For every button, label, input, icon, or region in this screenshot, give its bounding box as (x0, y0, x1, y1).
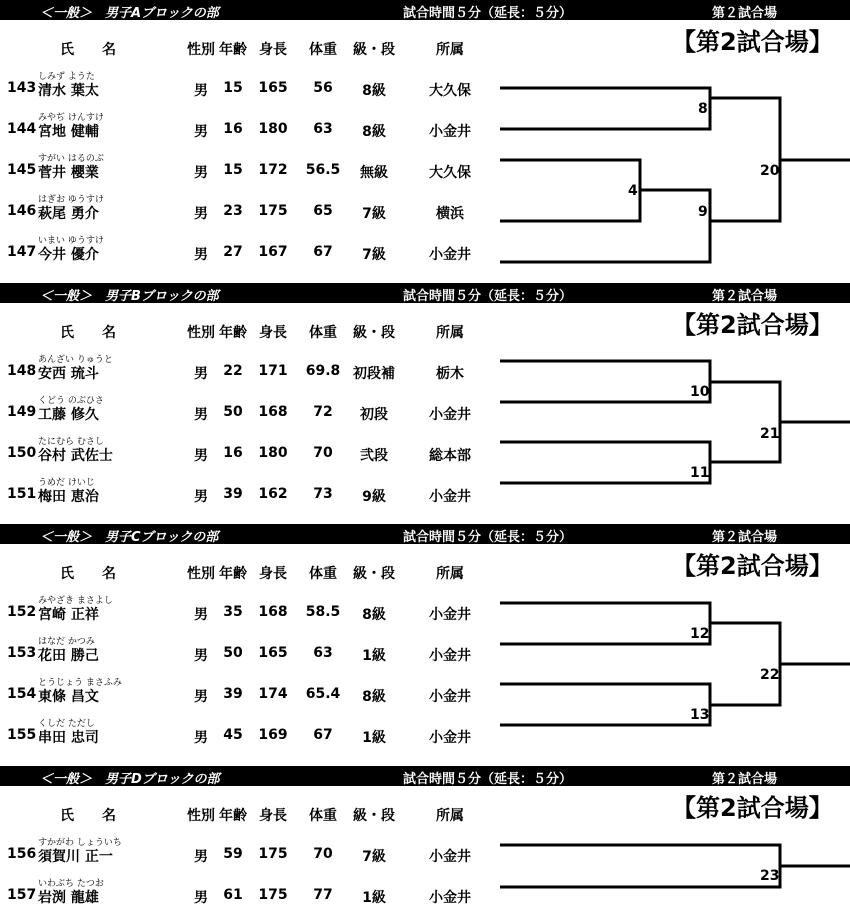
block-title: ＜一般＞ 男子Cブロックの部 (40, 530, 219, 545)
player-name: 菅井 櫻業 (38, 165, 99, 181)
player-affiliation: 小金井 (429, 849, 471, 865)
block-title: ＜一般＞ 男子Aブロックの部 (40, 6, 219, 21)
player-weight: 70 (313, 445, 333, 461)
player-weight: 56 (313, 80, 333, 96)
player-height: 172 (258, 162, 288, 178)
bracket-line (710, 98, 780, 221)
column-header-gender: 性別 (187, 325, 215, 341)
match-number: 21 (760, 426, 780, 442)
column-header-height: 身長 (259, 325, 287, 341)
player-rank: 8級 (362, 607, 386, 623)
player-age: 39 (223, 486, 243, 502)
player-no: 156 (7, 846, 37, 862)
court-label: 第２試合場 (712, 6, 778, 21)
player-affiliation: 栃木 (436, 366, 464, 382)
match-number: 20 (760, 163, 780, 179)
player-height: 174 (258, 686, 288, 702)
player-rank: 7級 (362, 206, 386, 222)
column-header-age: 年齢 (219, 808, 247, 824)
player-furigana: くどう のぶひさ (38, 396, 104, 406)
player-age: 39 (223, 686, 243, 702)
player-name: 工藤 修久 (38, 407, 99, 423)
court-badge: 【第2試合場】 (672, 552, 833, 580)
bracket-line (500, 88, 710, 129)
player-age: 16 (223, 121, 243, 137)
player-gender: 男 (194, 890, 208, 906)
player-name: 清水 葉太 (38, 83, 99, 99)
player-name: 梅田 恵治 (38, 489, 99, 505)
player-affiliation: 小金井 (429, 648, 471, 664)
court-label: 第２試合場 (712, 530, 778, 545)
player-height: 165 (258, 80, 288, 96)
player-affiliation: 小金井 (429, 407, 471, 423)
player-age: 59 (223, 846, 243, 862)
player-age: 61 (223, 887, 243, 903)
player-gender: 男 (194, 83, 208, 99)
player-weight: 67 (313, 727, 333, 743)
player-name: 東條 昌文 (38, 689, 99, 705)
match-time: 試合時間５分（延長：５分） (403, 6, 573, 21)
player-no: 152 (7, 604, 37, 620)
player-gender: 男 (194, 730, 208, 746)
player-name: 今井 優介 (38, 247, 99, 263)
column-header-weight: 体重 (309, 566, 337, 582)
player-rank: 1級 (362, 730, 386, 746)
player-weight: 67 (313, 244, 333, 260)
column-header-gender: 性別 (187, 566, 215, 582)
player-affiliation: 横浜 (436, 206, 464, 222)
match-number: 23 (760, 868, 780, 884)
column-header-rank: 級・段 (353, 808, 395, 824)
player-affiliation: 大久保 (429, 83, 471, 99)
player-rank: 初段 (360, 407, 388, 423)
player-gender: 男 (194, 849, 208, 865)
player-no: 155 (7, 727, 37, 743)
player-height: 180 (258, 445, 288, 461)
player-rank: 7級 (362, 247, 386, 263)
player-rank: 無級 (360, 165, 388, 181)
player-height: 175 (258, 203, 288, 219)
player-weight: 69.8 (305, 363, 341, 379)
match-number: 8 (698, 101, 708, 117)
player-rank: 7級 (362, 849, 386, 865)
column-header-weight: 体重 (309, 325, 337, 341)
player-no: 144 (7, 121, 37, 137)
player-rank: 1級 (362, 648, 386, 664)
column-header-affiliation: 所属 (436, 325, 464, 341)
player-height: 169 (258, 727, 288, 743)
player-height: 162 (258, 486, 288, 502)
court-label: 第２試合場 (712, 289, 778, 304)
player-height: 171 (258, 363, 288, 379)
bracket-line (500, 361, 710, 402)
player-age: 45 (223, 727, 243, 743)
player-affiliation: 小金井 (429, 689, 471, 705)
player-furigana: すがい はるのぶ (38, 154, 104, 164)
column-header-affiliation: 所属 (436, 566, 464, 582)
player-affiliation: 総本部 (429, 448, 471, 464)
player-gender: 男 (194, 206, 208, 222)
player-furigana: うめだ けいじ (38, 478, 95, 488)
match-time: 試合時間５分（延長：５分） (403, 289, 573, 304)
player-gender: 男 (194, 607, 208, 623)
column-header-gender: 性別 (187, 42, 215, 58)
bracket-line (710, 623, 780, 705)
player-affiliation: 大久保 (429, 165, 471, 181)
player-name: 岩渕 龍雄 (38, 890, 99, 906)
player-age: 23 (223, 203, 243, 219)
player-gender: 男 (194, 407, 208, 423)
player-rank: 初段補 (353, 366, 395, 382)
player-rank: 弐段 (360, 448, 388, 464)
player-affiliation: 小金井 (429, 607, 471, 623)
column-header-height: 身長 (259, 808, 287, 824)
column-header-weight: 体重 (309, 42, 337, 58)
column-header-rank: 級・段 (353, 325, 395, 341)
player-height: 167 (258, 244, 288, 260)
player-name: 宮地 健輔 (38, 124, 99, 140)
player-weight: 63 (313, 121, 333, 137)
player-gender: 男 (194, 648, 208, 664)
player-height: 165 (258, 645, 288, 661)
player-weight: 73 (313, 486, 333, 502)
player-weight: 70 (313, 846, 333, 862)
bracket-line (500, 603, 710, 644)
player-rank: 1級 (362, 890, 386, 906)
player-gender: 男 (194, 124, 208, 140)
bracket-line (500, 845, 780, 887)
column-header-age: 年齢 (219, 42, 247, 58)
player-weight: 58.5 (305, 604, 341, 620)
match-number: 11 (690, 465, 710, 481)
player-furigana: すかがわ しょういち (38, 838, 122, 848)
player-rank: 8級 (362, 689, 386, 705)
court-badge: 【第2試合場】 (672, 794, 833, 822)
player-age: 50 (223, 645, 243, 661)
player-name: 萩尾 勇介 (38, 206, 99, 222)
player-furigana: あんざい りゅうと (38, 355, 113, 365)
column-header-name: 氏 名 (60, 808, 116, 824)
player-height: 175 (258, 846, 288, 862)
match-number: 22 (760, 667, 780, 683)
match-time: 試合時間５分（延長：５分） (403, 772, 573, 787)
player-rank: 8級 (362, 124, 386, 140)
column-header-rank: 級・段 (353, 566, 395, 582)
block-title: ＜一般＞ 男子Bブロックの部 (40, 289, 219, 304)
player-no: 149 (7, 404, 37, 420)
player-age: 22 (223, 363, 243, 379)
player-affiliation: 小金井 (429, 124, 471, 140)
player-rank: 8級 (362, 83, 386, 99)
player-height: 168 (258, 404, 288, 420)
bracket-line (500, 160, 640, 221)
player-no: 150 (7, 445, 37, 461)
player-affiliation: 小金井 (429, 730, 471, 746)
match-number: 4 (628, 183, 638, 199)
bracket-line (500, 684, 710, 725)
player-name: 花田 勝己 (38, 648, 99, 664)
player-gender: 男 (194, 247, 208, 263)
player-furigana: いまい ゆうすけ (38, 236, 104, 246)
bracket-line (500, 442, 710, 483)
player-weight: 63 (313, 645, 333, 661)
bracket-line (500, 190, 710, 262)
player-age: 16 (223, 445, 243, 461)
player-name: 宮崎 正祥 (38, 607, 99, 623)
player-height: 175 (258, 887, 288, 903)
column-header-height: 身長 (259, 42, 287, 58)
column-header-affiliation: 所属 (436, 42, 464, 58)
player-height: 180 (258, 121, 288, 137)
player-no: 154 (7, 686, 37, 702)
court-badge: 【第2試合場】 (672, 28, 833, 56)
player-affiliation: 小金井 (429, 489, 471, 505)
player-no: 153 (7, 645, 37, 661)
player-gender: 男 (194, 448, 208, 464)
court-badge: 【第2試合場】 (672, 311, 833, 339)
player-age: 27 (223, 244, 243, 260)
player-name: 安西 琉斗 (38, 366, 99, 382)
player-weight: 77 (313, 887, 333, 903)
column-header-name: 氏 名 (60, 42, 116, 58)
player-no: 145 (7, 162, 37, 178)
player-no: 151 (7, 486, 37, 502)
column-header-weight: 体重 (309, 808, 337, 824)
player-name: 串田 忠司 (38, 730, 99, 746)
player-furigana: いわぶち たつお (38, 879, 104, 889)
player-age: 15 (223, 80, 243, 96)
column-header-age: 年齢 (219, 325, 247, 341)
match-number: 10 (690, 384, 710, 400)
player-no: 147 (7, 244, 37, 260)
player-weight: 56.5 (305, 162, 341, 178)
match-number: 13 (690, 707, 710, 723)
player-furigana: みやざき まさよし (38, 596, 113, 606)
player-gender: 男 (194, 689, 208, 705)
player-age: 50 (223, 404, 243, 420)
player-furigana: みやぢ けんすけ (38, 113, 104, 123)
player-no: 148 (7, 363, 37, 379)
player-furigana: たにむら むさし (38, 437, 104, 447)
player-gender: 男 (194, 165, 208, 181)
player-age: 35 (223, 604, 243, 620)
player-no: 143 (7, 80, 37, 96)
column-header-rank: 級・段 (353, 42, 395, 58)
player-weight: 65 (313, 203, 333, 219)
bracket-line (710, 382, 780, 462)
column-header-affiliation: 所属 (436, 808, 464, 824)
player-gender: 男 (194, 489, 208, 505)
player-weight: 72 (313, 404, 333, 420)
column-header-height: 身長 (259, 566, 287, 582)
column-header-name: 氏 名 (60, 566, 116, 582)
match-number: 9 (698, 204, 708, 220)
column-header-gender: 性別 (187, 808, 215, 824)
player-weight: 65.4 (305, 686, 341, 702)
player-furigana: くしだ ただし (38, 719, 95, 729)
player-name: 須賀川 正一 (38, 849, 113, 865)
player-furigana: はなだ かつみ (38, 637, 95, 647)
player-furigana: はぎお ゆうすけ (38, 195, 104, 205)
player-affiliation: 小金井 (429, 247, 471, 263)
player-gender: 男 (194, 366, 208, 382)
player-furigana: しみず ようた (38, 72, 95, 82)
player-furigana: とうじょう まさふみ (38, 678, 122, 688)
player-height: 168 (258, 604, 288, 620)
player-name: 谷村 武佐士 (38, 448, 113, 464)
court-label: 第２試合場 (712, 772, 778, 787)
column-header-name: 氏 名 (60, 325, 116, 341)
player-affiliation: 小金井 (429, 890, 471, 906)
match-time: 試合時間５分（延長：５分） (403, 530, 573, 545)
match-number: 12 (690, 626, 710, 642)
block-title: ＜一般＞ 男子Dブロックの部 (40, 772, 220, 787)
player-age: 15 (223, 162, 243, 178)
player-no: 146 (7, 203, 37, 219)
player-rank: 9級 (362, 489, 386, 505)
column-header-age: 年齢 (219, 566, 247, 582)
player-no: 157 (7, 887, 37, 903)
